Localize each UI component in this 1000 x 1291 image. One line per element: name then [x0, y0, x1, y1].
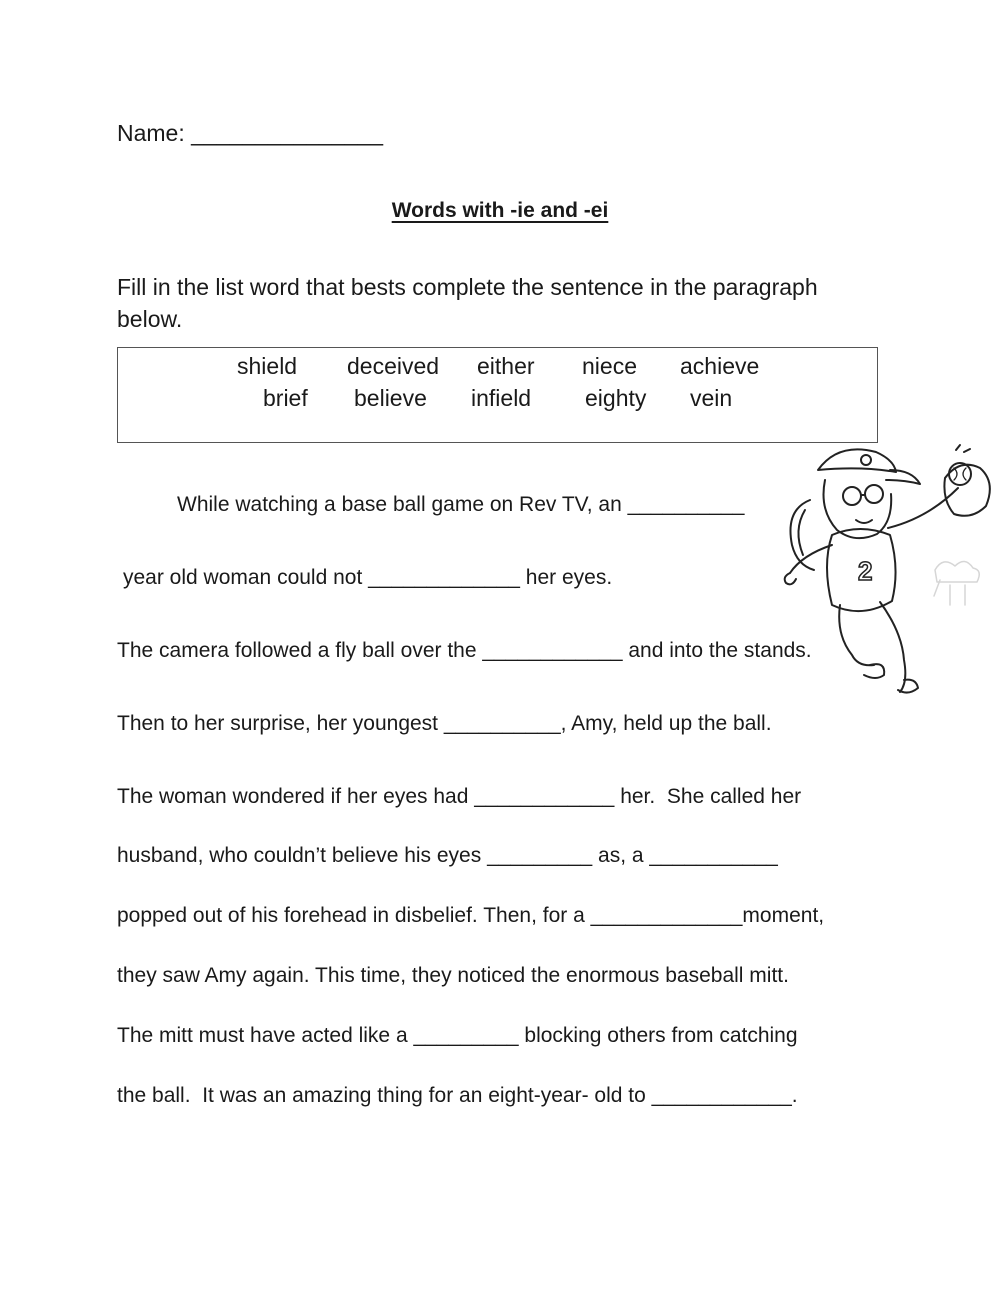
word-bank-word: shield: [237, 353, 298, 379]
word-bank-word: achieve: [680, 353, 760, 379]
motion-lines: [956, 445, 970, 452]
watermark-graphic: [934, 561, 979, 605]
shoe-right: [898, 680, 918, 693]
paragraph-line: popped out of his forehead in disbelief. Then, for a _____________moment,: [117, 904, 825, 927]
word-bank-word: eighty: [585, 385, 647, 411]
paragraph-line: husband, who couldn’t believe his eyes _________ as, a ___________: [117, 844, 778, 867]
name-field-label: Name: _______________: [117, 120, 384, 146]
jersey-number: 2: [858, 556, 873, 586]
mitt: [944, 465, 989, 516]
word-bank-word: niece: [582, 353, 637, 379]
paragraph-line: The woman wondered if her eyes had ____________ her. She called her: [117, 785, 802, 808]
instructions-line-1: Fill in the list word that bests complete the sentence in the paragraph: [117, 274, 818, 300]
paragraph-line: The camera followed a fly ball over the ____________ and into the stands.: [117, 639, 812, 662]
instructions-line-2: below.: [117, 306, 183, 332]
word-bank-word: believe: [354, 385, 427, 411]
word-bank-word: either: [477, 353, 535, 379]
mouth: [856, 520, 872, 523]
baseball-player-illustration: [770, 440, 1000, 695]
leg-left: [839, 605, 874, 665]
glasses-right: [865, 485, 883, 503]
paragraph-line: Then to her surprise, her youngest __________, Amy, held up the ball.: [117, 712, 772, 735]
paragraph-line: they saw Amy again. This time, they noticed the enormous baseball mitt.: [117, 964, 789, 987]
word-bank-word: brief: [263, 385, 308, 411]
word-bank-box: [117, 347, 878, 443]
word-bank-word: deceived: [347, 353, 440, 379]
worksheet-title: Words with -ie and -ei: [391, 199, 609, 222]
leg-right: [880, 602, 905, 692]
paragraph-line: year old woman could not _____________ her eyes.: [123, 566, 613, 589]
shoe-left: [864, 664, 884, 678]
paragraph-line: the ball. It was an amazing thing for an eight-year- old to ____________.: [117, 1084, 798, 1107]
cap: [818, 449, 896, 472]
word-bank-word: vein: [690, 385, 733, 411]
paragraph-line: While watching a base ball game on Rev TV, an __________: [177, 493, 745, 516]
paragraph-line: The mitt must have acted like a _________ blocking others from catching: [117, 1024, 798, 1047]
glasses-left: [843, 487, 861, 505]
word-bank-word: infield: [471, 385, 532, 411]
arm: [888, 488, 958, 528]
